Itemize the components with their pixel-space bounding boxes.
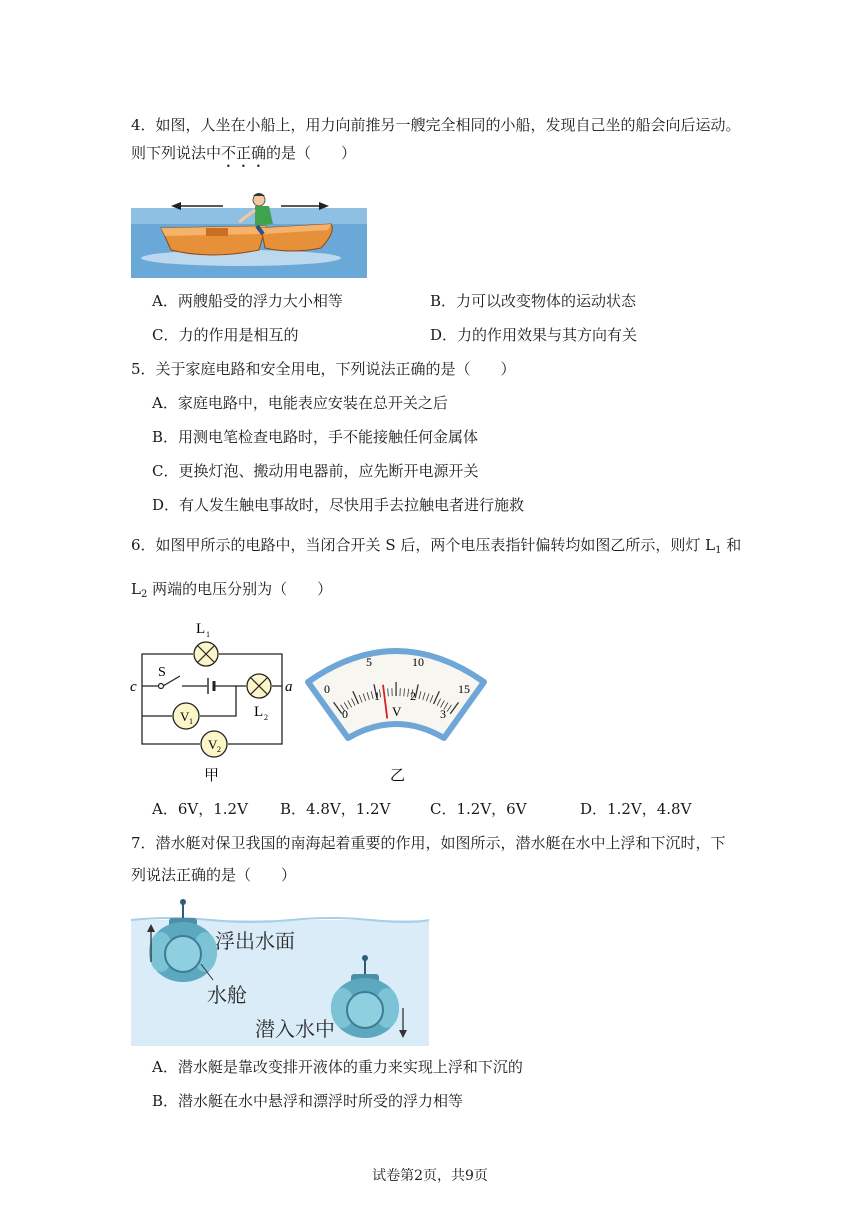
lamp-l2 [247, 674, 271, 698]
q7-option-a: A．潜水艇是靠改变排开液体的重力来实现上浮和下沉的 [152, 1058, 523, 1076]
v2-label: V [208, 737, 218, 752]
q6-circuit-diagram [128, 618, 294, 784]
inner-tick-2: 2 [410, 689, 416, 703]
subscript: 2 [140, 589, 148, 600]
v2-sub: 2 [217, 745, 221, 754]
page-footer: 试卷第2页，共9页 [372, 1168, 488, 1184]
q6-option-c: C．1.2V，6V [430, 800, 527, 818]
q4-boat-figure [131, 188, 367, 278]
l1-label: L [196, 621, 206, 637]
v1-label: V [180, 709, 190, 724]
l2-label: L [254, 704, 264, 720]
node-a-label: a [285, 679, 293, 695]
l2-sub: 2 [264, 713, 268, 722]
label-tank: 水舱 [207, 983, 247, 1007]
q7-submarine-figure [131, 896, 429, 1046]
node-c-label: c [130, 679, 137, 695]
q4-option-b: B．力可以改变物体的运动状态 [430, 292, 637, 310]
outer-tick-0: 0 [324, 682, 330, 696]
subscript: 1 [715, 545, 722, 556]
submarine-rising [149, 899, 217, 982]
q7-stem-line2: 列说法正确的是（ ） [131, 866, 297, 884]
q5-option-a: A．家庭电路中，电能表应安装在总开关之后 [152, 394, 448, 412]
q6-stem-tail: 两端的电压分别为（ ） [147, 580, 333, 598]
q6-option-a: A．6V，1.2V [152, 800, 248, 818]
l1-sub: 1 [206, 630, 210, 639]
label-rise: 浮出水面 [215, 929, 295, 953]
q5-option-b: B．用测电笔检查电路时，手不能接触任何金属体 [152, 428, 479, 446]
q7-option-b: B．潜水艇在水中悬浮和漂浮时所受的浮力相等 [152, 1092, 464, 1110]
q6-stem-line2 [131, 578, 332, 606]
q4-stem-line2 [131, 142, 356, 171]
inner-tick-3: 3 [440, 707, 446, 721]
q6-stem-line1 [131, 534, 741, 562]
q6-stem-text-end: 和 [721, 536, 742, 554]
q6-voltmeter-dial [304, 638, 488, 784]
lamp-l1 [194, 642, 218, 666]
caption-yi: 乙 [390, 768, 406, 784]
switch-label: S [158, 665, 166, 680]
dial-unit-label: V [392, 704, 402, 719]
q4-stem-text: 则下列说法中 [131, 144, 222, 162]
outer-tick-10: 10 [412, 655, 424, 669]
q4-emphasis: 不正确 [221, 144, 267, 162]
outer-tick-5: 5 [366, 655, 372, 669]
q4-stem-line1: 4．如图，人坐在小船上，用力向前推另一艘完全相同的小船，发现自己坐的船会向后运动。 [131, 116, 741, 134]
inner-tick-0: 0 [342, 707, 348, 721]
switch-contact [159, 684, 164, 689]
q4-option-c: C．力的作用是相互的 [152, 326, 299, 344]
q4-option-d: D．力的作用效果与其方向有关 [430, 326, 638, 344]
v1-sub: 1 [189, 717, 193, 726]
q5-option-c: C．更换灯泡、搬动用电器前，应先断开电源开关 [152, 462, 479, 480]
outer-tick-15: 15 [458, 682, 470, 696]
q6-stem-l2: L [131, 580, 141, 598]
q6-option-b: B．4.8V，1.2V [280, 800, 391, 818]
caption-jia: 甲 [204, 768, 220, 784]
q4-option-a: A．两艘船受的浮力大小相等 [152, 292, 343, 310]
inner-tick-1: 1 [374, 689, 380, 703]
q5-option-d: D．有人发生触电事故时，尽快用手去拉触电者进行施救 [152, 496, 525, 514]
q5-stem: 5．关于家庭电路和安全用电，下列说法正确的是（ ） [131, 360, 516, 378]
q6-stem-text: 6．如图甲所示的电路中，当闭合开关 S 后，两个电压表指针偏转均如图乙所示，则灯 L [131, 536, 716, 554]
q6-option-d: D．1.2V，4.8V [580, 800, 692, 818]
label-sink: 潜入水中 [255, 1017, 335, 1041]
q7-stem-line1: 7．潜水艇对保卫我国的南海起着重要的作用，如图所示，潜水艇在水中上浮和下沉时，下 [131, 834, 726, 852]
q4-stem-blank: 的是（ ） [266, 144, 357, 162]
